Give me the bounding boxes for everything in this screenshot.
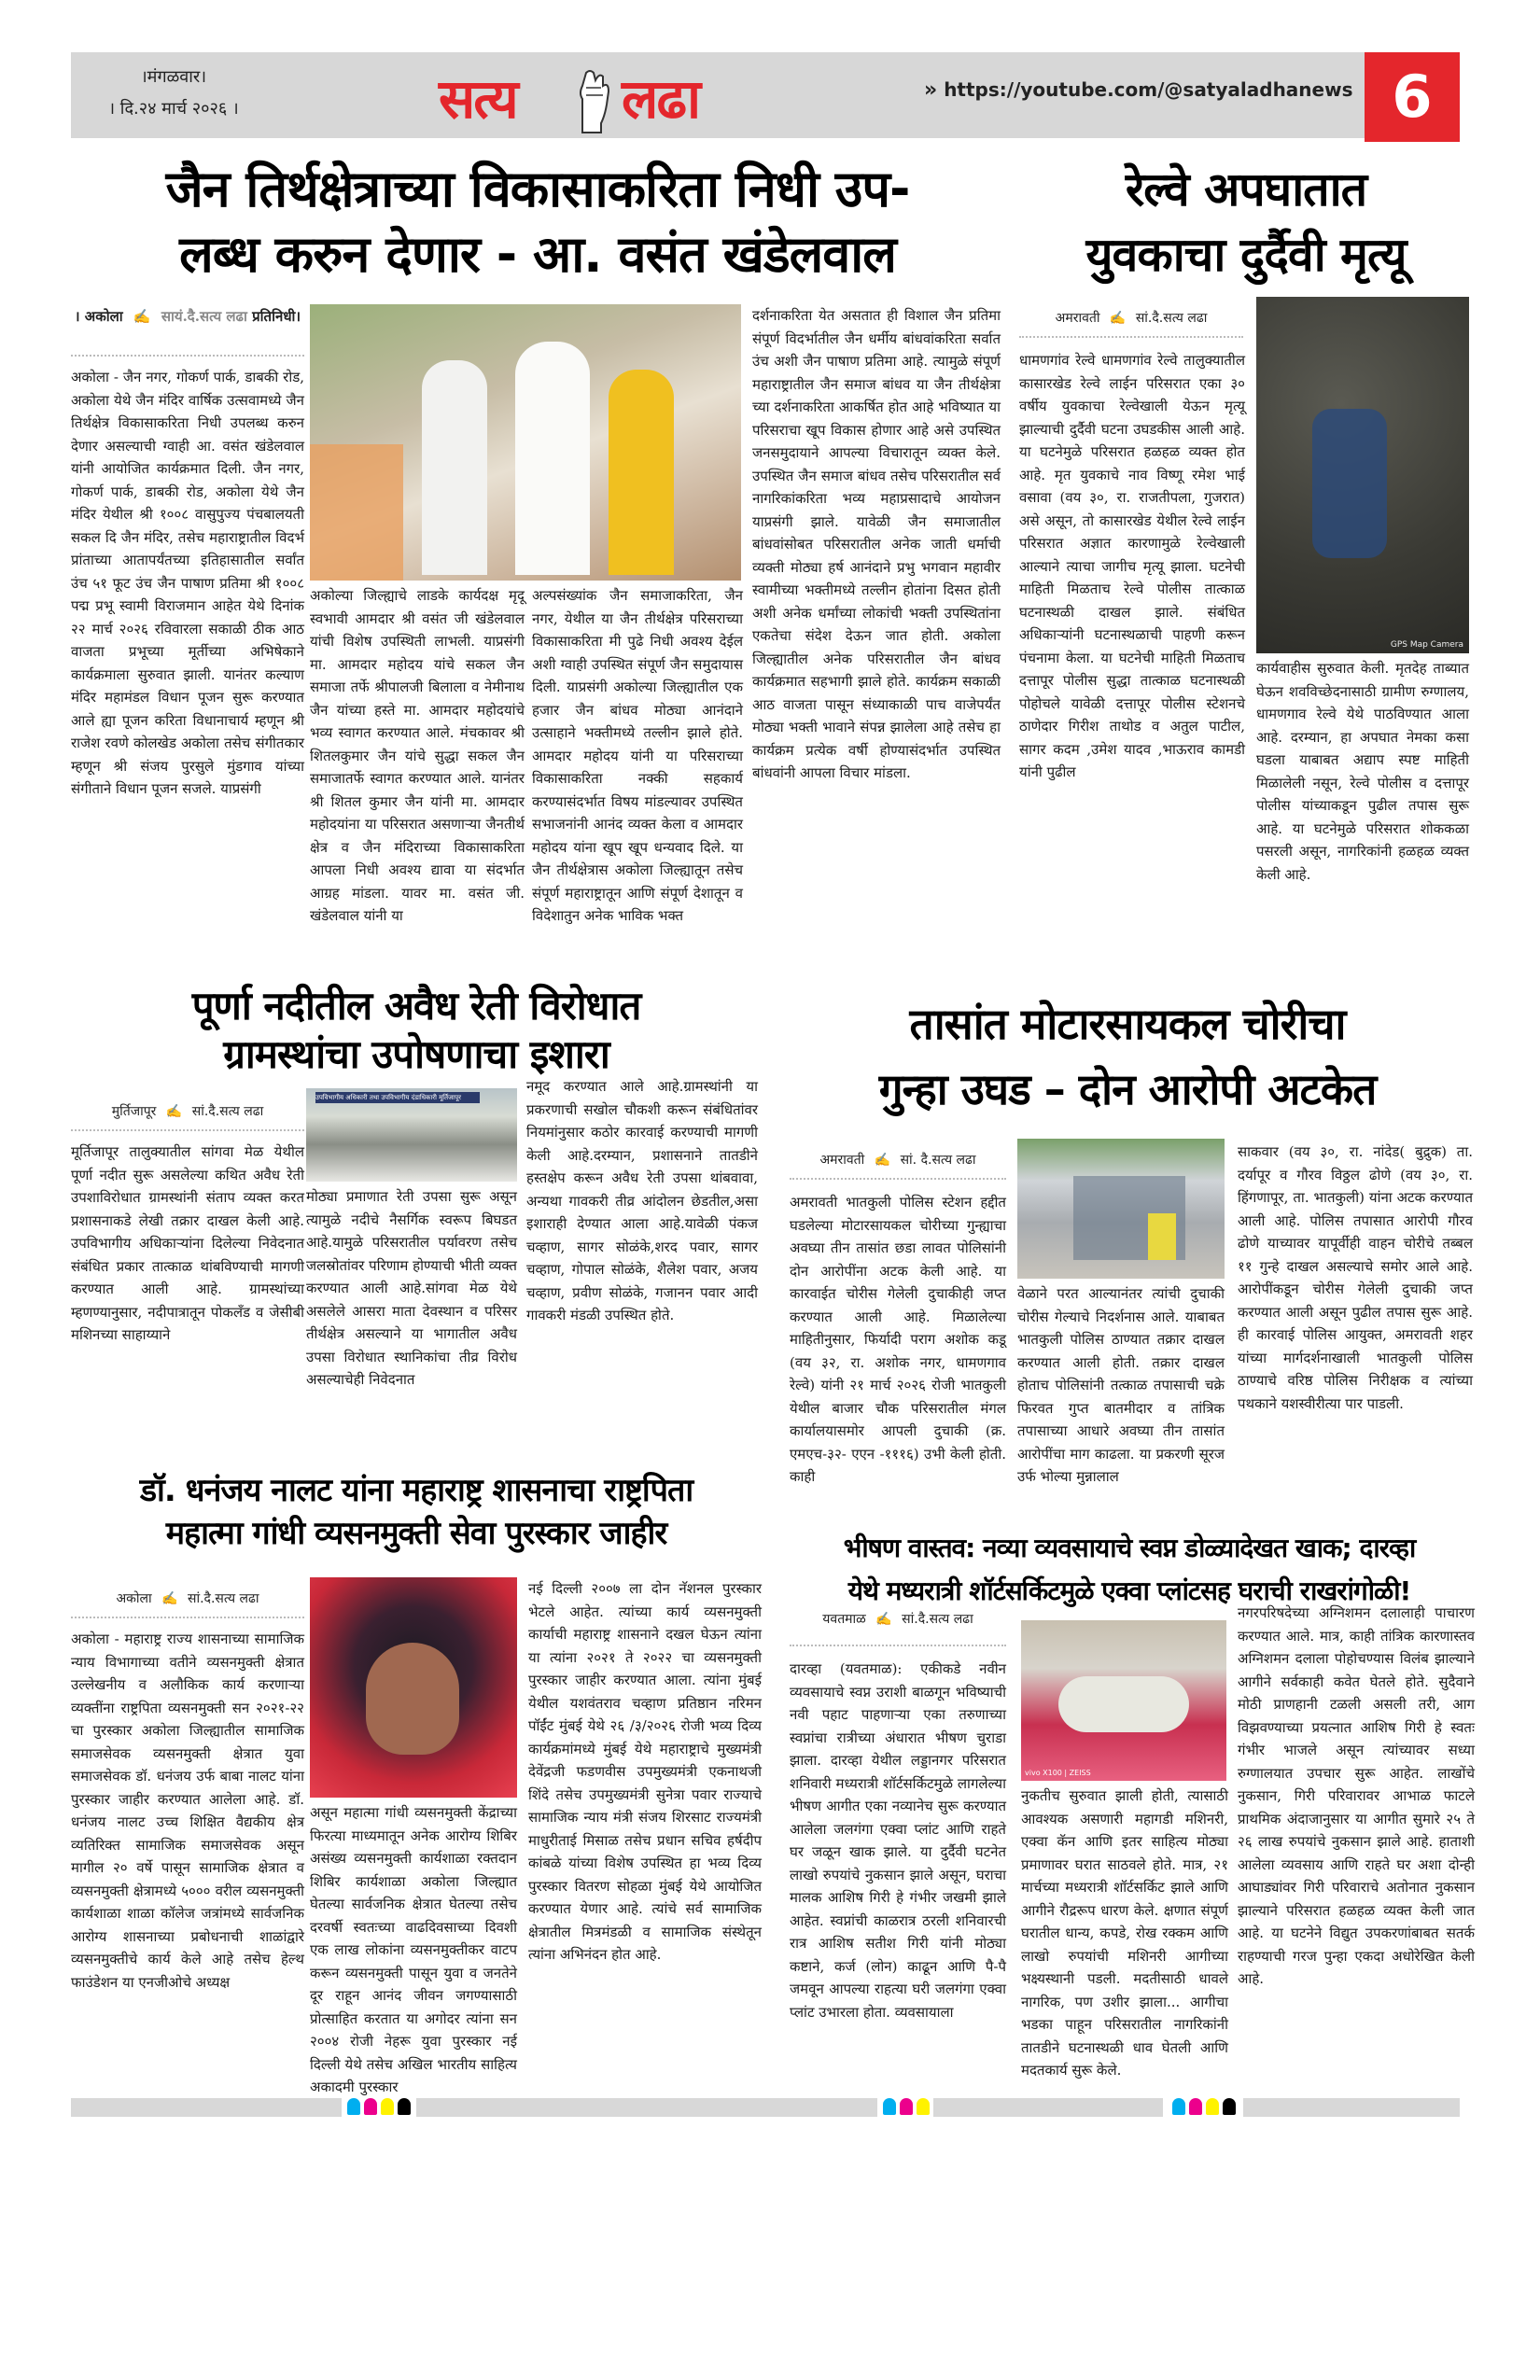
dateline-source: सायं.दै.सत्य लढा [161, 308, 247, 325]
dateline-place: । अकोला [74, 308, 123, 325]
pen-icon: ✍ [165, 1104, 183, 1119]
pen-icon: ✍ [1109, 311, 1127, 326]
railway-accident-photo [1256, 297, 1469, 653]
award-dateline [71, 1589, 304, 1609]
bike-column-2: वेळाने परत आल्यानंतर त्यांची दुचाकी चोरीस गेल्याचे निदर्शनास आले. याबाबत भातकुली पोलिस ठाण्यात तक्रार दाखल करण्यात आली होती. तक्रार दाखल होताच पोलिसांनी तत्काळ तपासाची चक्रे फिरवत गुप्त बातमीदार व तांत्रिक तपासाच्या आधारे अवघ्या तीन तासांत आरोपींचा माग काढला. या प्रकरणी सूरज उर्फ भोल्या मुन्नालाल [1017, 1285, 1225, 1485]
divider [790, 1645, 1006, 1646]
dateline-source: सां.दै.सत्य लढा [1135, 311, 1208, 326]
award-column-2: असून महात्मा गांधी व्यसनमुक्ती केंद्राच्या फिरत्या माध्यमातून अनेक आरोग्य शिबिर असंख्य व्यसनमुक्ती कार्यशाळा रक्तदान शिबिर कार्यशाळा अकोला जिल्ह्यात घेतल्या सार्वजनिक क्षेत्रात घेतल्या तसेच दरवर्षी स्वतःच्या वाढदिवसाच्या दिवशी एक लाख लोकांना व्यसनमुक्तीकर वाटप करून व्यसनमुक्ती पासून युवा व जनतेने दूर राहून आनंद जीवन जगण्यासाठी प्रोत्साहित करतात या अगोदर त्यांना सन २००४ रोजी नेहरू युवा पुरस्कार नई दिल्ली येथे तसेच अखिल भारतीय साहित्य अकादमी पुरस्कार [310, 1804, 517, 2095]
river-column-1: मूर्तिजापूर तालुक्यातील सांगवा मेळ येथील पूर्णा नदीत सुरू असलेल्या कथित अवैध रेती उपशाविरोधात ग्रामस्थांनी संताप व्यक्त करत प्रशासनाकडे लेखी तक्रार दाखल केली आहे. उपविभागीय अधिकाऱ्यांना दिलेल्या निवेदनात संबंधित प्रकार तात्काळ थांबविण्याची मागणी करण्यात आली आहे. ग्रामस्थांच्या म्हणण्यानुसार, नदीपात्रातून पोकलँड व जेसीबी मशिनच्या साहाय्याने [71, 1143, 304, 1343]
dateline-source: सां.दै.सत्य लढा [902, 1612, 973, 1627]
dateline-suffix: प्रतिनिधी। [252, 308, 301, 325]
registration-marks [1172, 2098, 1236, 2115]
railway-headline-line-1: रेल्वे अपघातात [1125, 162, 1367, 217]
bike-headline-line-1: तासांत मोटारसायकल चोरीचा [909, 999, 1346, 1049]
fire-headline-line-2: येथे मध्यरात्री शॉर्टसर्किटमुळे एक्वा प्लांटसह घराची राखरांगोळी! [847, 1575, 1411, 1606]
issue-date-block [71, 62, 276, 125]
photo-banner: उपविभागीय अधिकारी तथा उपविभागीय दंडाधिकारी मूर्तिजापूर [315, 1092, 480, 1103]
fire-victim-photo [1021, 1620, 1226, 1781]
bike-column-1: अमरावती भातकुली पोलिस स्टेशन हद्दीत घडलेल्या मोटारसायकल चोरीच्या गुन्ह्याचा अवघ्या तीन तासांत छडा लावत पोलिसांनी दोन आरोपींना अटक केली आहे. या कारवाईत चोरीस गेलेली दुचाकीही जप्त करण्यात आली आहे. मिळालेल्या माहितीनुसार, फिर्यादी पराग अशोक कडू (वय ३२, रा. अशोक नगर, धामणगाव रेल्वे) यांनी २१ मार्च २०२६ रोजी भातकुली येथील बाजार चौक परिसरातील मंगल कार्यालयासमोर आपली दुचाकी (क्र. एमएच-३२- एएन -१११६) उभी केली होती. काही [790, 1194, 1006, 1485]
divider [71, 1617, 304, 1618]
reg-yellow [917, 2098, 930, 2115]
footer-bar [416, 2098, 877, 2117]
award-headline-line-1: डॉ. धनंजय नालट यांना महाराष्ट्र शासनाचा राष्ट्रपिता [139, 1472, 693, 1509]
river-headline-line-1: पूर्णा नदीतील अवैध रेती विरोधात [191, 983, 641, 1029]
youtube-link[interactable] [924, 78, 1353, 102]
jain-headline-line-2: लब्ध करुन देणार - आ. वसंत खंडेलवाल [179, 225, 896, 284]
divider [71, 355, 304, 357]
footer-bar [71, 2098, 342, 2117]
award-column-1: अकोला - महाराष्ट्र राज्य शासनाच्या सामाजिक न्याय विभागाच्या वतीने व्यसनमुक्ती क्षेत्रात उल्लेखनीय व अलौकिक कार्य करणाऱ्या व्यक्तींना राष्ट्रपिता व्यसनमुक्ती सन २०२१-२२ चा पुरस्कार अकोला जिल्ह्यातील सामाजिक समाजसेवक व्यसनमुक्ती क्षेत्रात युवा समाजसेवक डॉ. धनंजय उर्फ बाबा नालट यांना पुरस्कार जाहीर करण्यात आलेला आहे. डॉ. धनंजय नालट उच्च शिक्षित वैद्यकीय क्षेत्र व्यतिरिक्त सामाजिक समाजसेवक असून मागील २० वर्षे पासून सामाजिक क्षेत्रात व व्यसनमुक्ती क्षेत्रामध्ये ५००० वरील व्यसनमुक्ती कार्यशाळा शाळा कॉलेज जत्रांमध्ये सार्वजनिक आरोग्य शासनाच्या प्रबोधनाची शाळांद्वारे व्यसनमुक्तीचे कार्य केले आहे तसेच हेल्थ फाउंडेशन या एनजीओचे अध्यक्ष [71, 1631, 304, 1991]
double-chevron-right-icon: » [924, 78, 938, 102]
railway-headline [1017, 157, 1475, 287]
jain-column-2: अकोल्या जिल्ह्याचे लाडके कार्यदक्ष मृदू स्वभावी आमदार श्री वसंत जी खंडेलवाल यांची विशेष उपस्थिती लाभली. याप्रसंगी मा. आमदार महोदय यांचे सकल जैन समाजा तर्फे श्रीपालजी बिलाला व नेमीनाथ जैन यांच्या हस्ते मा. आमदार महोदयांचे भव्य स्वागत करण्यात आले. मंचकावर श्री शितलकुमार जैन यांचे सुद्धा सकल जैन समाजातर्फे स्वागत करण्यात आले. यानंतर श्री शितल कुमार जैन यांनी मा. आमदार महोदयांना या परिसरात असणाऱ्या जैनतीर्थ क्षेत्र व जैन मंदिराच्या विकासाकरिता आपला निधी अवश्य द्यावा या संदर्भात आग्रह मांडला. यावर मा. वसंत जी. खंडेलवाल यांनी या [310, 587, 525, 924]
youtube-url-text: https://youtube.com/@satyaladhanews [944, 78, 1353, 101]
railway-column-2: कार्यवाहीस सुरुवात केली. मृतदेह ताब्यात घेऊन शवविच्छेदनासाठी ग्रामीण रुग्णालय, धामणगाव रेल्वे येथे पाठविण्यात आला आहे. दरम्यान, हा अपघात नेमका कसा घडला याबाबत अद्याप स्पष्ट माहिती मिळालेली नसून, रेल्वे पोलीस व दत्तापूर पोलीस यांच्याकडून पुढील तपास सुरू आहे. या घटनेमुळे परिसरात शोककळा पसरली असून, नागरिकांनी हळहळ व्यक्त केली आहे. [1256, 660, 1469, 883]
reg-cyan [1172, 2098, 1185, 2115]
pen-icon: ✍ [133, 308, 151, 325]
jain-column-1: अकोला - जैन नगर, गोकर्ण पार्क, डाबकी रोड, अकोला येथे जैन मंदिर वार्षिक उत्सवामध्ये जैन तिर्थक्षेत्र विकासाकरिता निधी उपलब्ध करुन देणार असल्याची ग्वाही आ. वसंत खंडेलवाल यांनी आयोजित कार्यक्रमात दिली. जैन नगर, गोकर्ण पार्क, डाबकी रोड, अकोला येथे जैन मंदिर येथील श्री १००८ वासुपुज्य पंचबालयती सकल दि जैन मंदिर, तसेच महाराष्ट्रातील विदर्भ प्रांताच्या आतापर्यंतच्या इतिहासातील सर्वांत उंच ५१ फूट उंच जैन पाषाण प्रतिमा श्री १००८ पद्म प्रभू स्वामी विराजमान आहेत येथे दिनांक २२ मार्च २०२६ रविवारला सकाळी ठीक आठ वाजता प्रभूच्या मूर्तीच्या अभिषेकाने कार्यक्रमाला सुरुवात झाली. यानंतर कल्याण मंदिर महामंडल विधान पूजन सुरू करण्यात आले ह्या पूजन करिता विधानाचार्य म्हणून श्री राजेश रवणे कोलखेड अकोला तसेच संगीतकार म्हणून श्री संजय पुरसुले मुंडगाव यांच्या संगीताने विधान पूजन सजले. याप्रसंगी [71, 369, 304, 797]
river-headline-line-2: ग्रामस्थांचा उपोषणाचा इशारा [223, 1031, 609, 1077]
reg-black [398, 2098, 411, 2115]
fire-column-2: नुकतीच सुरुवात झाली होती, त्यासाठी आवश्यक असणारी महागडी मशिनरी, एक्वा कॅन आणि इतर साहित्य मोठ्या प्रमाणावर घरात साठवले होते. मात्र, २१ मार्चच्या मध्यरात्री शॉर्टसर्किट झाले आणि आगीने रौद्ररूप धारण केले. क्षणात संपूर्ण घरातील धान्य, कपडे, रोख रक्कम आणि लाखो रुपयांची मशिनरी आगीच्या भक्ष्यस्थानी पडली. मदतीसाठी धावले नागरिक, पण उशीर झाला... आगीचा भडका पाहून परिसरातील नागरिकांनी तातडीने घटनास्थळी धाव घेतली आणि मदतकार्य सुरू केले. [1021, 1787, 1228, 2079]
page-number: 6 [1365, 52, 1460, 142]
bike-headline [780, 991, 1475, 1122]
newspaper-logo [439, 65, 775, 140]
issue-date: । दि.२४ मार्च २०२६ । [108, 99, 239, 119]
dateline-source: सां. दै.सत्य लढा [900, 1153, 976, 1168]
jain-headline [71, 157, 1004, 287]
fire-dateline [790, 1609, 1006, 1630]
jain-headline-line-1: जैन तिर्थक्षेत्राच्या विकासाकरिता निधी उप- [165, 160, 910, 218]
award-headline-line-2: महात्मा गांधी व्यसनमुक्ती सेवा पुरस्कार जाहीर [165, 1515, 667, 1552]
jain-dateline [71, 306, 304, 327]
reg-yellow [1206, 2098, 1219, 2115]
river-dateline [71, 1101, 304, 1122]
pen-icon: ✍ [874, 1153, 891, 1168]
river-column-2: मोठ्या प्रमाणात रेती उपसा सुरू असून त्यामुळे नदीचे नैसर्गिक स्वरूप बिघडत आहे.यामुळे परिसरातील पर्यावरण तसेच जलस्रोतांवर परिणाम होण्याची भीती व्यक्त करण्यात आली आहे.सांगवा मेळ येथे असलेले आसरा माता देवस्थान व परिसर तीर्थक्षेत्र असल्याने या भागातील अवैध उपसा विरोधात स्थानिकांचा तीव्र विरोध असल्याचेही निवेदनात [306, 1188, 517, 1388]
river-protest-photo [306, 1088, 517, 1182]
pen-icon: ✍ [161, 1591, 178, 1606]
jain-column-4: दर्शनाकरिता येत असतात ही विशाल जैन प्रतिमा संपूर्ण विदर्भातील जैन धर्मीय बांधवांकरिता सर्वात उंच अशी जैन पाषाण प्रतिमा आहे. त्यामुळे संपूर्ण महाराष्ट्रातील जैन समाज बांधव या जैन तीर्थक्षेत्रा च्या दर्शनाकरिता आकर्षित होत आहे भविष्यात या परिसराचा खूप विकास होणार आहे असे उपस्थित जनसमुदायाने आपल्या विचारातून व्यक्त केले. उपस्थित जैन समाज बांधव तसेच परिसरातील सर्व नागरिकांकरिता भव्य महाप्रसादाचे आयोजन याप्रसंगी झाले. यावेळी जैन समाजातील बांधवांसोबत परिसरातील अनेक जाती धर्माची व्यक्ती मोठ्या हर्ष आनंदाने प्रभु भगवान महावीर स्वामीच्या भक्तीमध्ये तल्लीन होतांना दिसत होती अशी अनेक धर्मांच्या लोकांची भक्ती उपस्थितांना एकतेचा संदेश देऊन जात होती. अकोला जिल्ह्यातील अनेक परिसरातील जैन बांधव कार्यक्रमात सहभागी झाले होते. कार्यक्रम सकाळी आठ वाजता पासून संध्याकाळी पाच वाजेपर्यंत मोठ्या भक्ती भावाने संपन्न झालेला आहे तसेच हा कार्यक्रम प्रत्येक वर्षी होण्यासंदर्भात उपस्थित बांधवांनी आपला विचार मांडला. [752, 307, 1001, 781]
railway-headline-line-2: युवकाचा दुर्दैवी मृत्यू [1085, 228, 1407, 282]
registration-marks [883, 2098, 930, 2115]
river-headline [71, 982, 762, 1079]
award-column-3: नई दिल्ली २००७ ला दोन नॅशनल पुरस्कार भेटले आहेत. त्यांच्या कार्य व्यसनमुक्ती कार्याची महाराष्ट्र शासनाने दखल घेऊन त्यांना या त्यांना २०२१ ते २०२२ चा व्यसनमुक्ती पुरस्कार जाहीर करण्यात आला. त्यांना मुंबई येथील यशवंतराव चव्हाण प्रतिष्ठान नरिमन पॉईंट मुंबई येथे २६ /३/२०२६ रोजी भव्य दिव्य कार्यक्रमांमध्ये मुंबई येथे महाराष्ट्राचे मुख्यमंत्री देवेंद्रजी फडणवीस उपमुख्यमंत्री एकनाथजी शिंदे तसेच उपमुख्यमंत्री सुनेत्रा पवार राज्याचे सामाजिक न्याय मंत्री संजय शिरसाट राज्यमंत्री माधुरीताई मिसाळ तसेच प्रधान सचिव हर्षदीप कांबळे यांच्या विशेष उपस्थित हा भव्य दिव्य पुरस्कार वितरण सोहळा मुंबई येथे आयोजित करण्यात येणार आहे. त्यांचे सर्व सामाजिक क्षेत्रातील मित्रमंडळी व सामाजिक संस्थेतून त्यांना अभिनंदन होत आहे. [528, 1580, 762, 1963]
registration-marks [347, 2098, 411, 2115]
award-headline [67, 1469, 765, 1555]
fire-headline [782, 1527, 1477, 1613]
dateline-source: सां.दै.सत्य लढा [188, 1591, 259, 1606]
photo-watermark: GPS Map Camera [1390, 640, 1463, 650]
jain-event-photo [310, 304, 741, 581]
photo-watermark: vivo X100 | ZEISS [1025, 1769, 1091, 1777]
footer-bar [933, 2098, 1163, 2117]
logo-word-right: लढा [622, 67, 700, 131]
fire-headline-line-1: भीषण वास्तव: नव्या व्यवसायाचे स्वप्न डोळ्यादेखत खाक; दारव्हा [843, 1533, 1416, 1563]
bike-dateline [790, 1150, 1006, 1170]
divider [71, 1129, 304, 1131]
reg-magenta [900, 2098, 913, 2115]
dateline-place: अमरावती [819, 1153, 865, 1168]
jain-column-3: अल्पसंख्यांक जैन समाजाकरिता, जैन नगर, येथील या जैन तीर्थक्षेत्र परिसराच्या विकासाकरिता मी पुढे निधी अवश्य देईल अशी ग्वाही उपस्थित संपूर्ण जैन समुदायास दिली. याप्रसंगी अकोल्या जिल्ह्यातील एक हजार जैन बांधव मोठ्या आनंदाने उत्साहाने भक्तीमध्ये तल्लीन झाले होते. आमदार महोदय यांनी या परिसराच्या विकासाकरिता नक्की सहकार्य करण्यासंदर्भात विषय मांडल्यावर उपस्थित सभाजनांनी आनंद व्यक्त केला व आमदार महोदय यांना खूप खूप धन्यवाद दिले. या जैन तीर्थक्षेत्रास अकोला जिल्ह्यातून तसेच संपूर्ण महाराष्ट्रातून आणि संपूर्ण देशातून व विदेशातुन अनेक भाविक भक्त [532, 587, 743, 924]
issue-day: ।मंगळवार। [140, 67, 207, 87]
fire-column-1: दारव्हा (यवतमाळ): एकीकडे नवीन व्यवसायाचे स्वप्न उराशी बाळगून भविष्याची नवी पहाट पाहणाऱ्या एका तरुणाच्या स्वप्नांचा रात्रीच्या अंधारात भीषण चुराडा झाला. दारव्हा येथील लड्डानगर परिसरात शनिवारी मध्यरात्री शॉर्टसर्किटमुळे लागलेल्या भीषण आगीत एका नव्यानेच सुरू करण्यात आलेला जलगंगा एक्वा प्लांट आणि राहते घर जळून खाक झाले. या दुर्दैवी घटनेत लाखो रुपयांचे नुकसान झाले असून, घराचा मालक आशिष गिरी हे गंभीर जखमी झाले आहेत. स्वप्नांची काळरात्र ठरली शनिवारची रात्र आशिष सतीश गिरी यांनी मोठ्या कष्टाने, कर्ज (लोन) काढून आणि पै-पै जमवून आपल्या राहत्या घरी जलगंगा एक्वा प्लांट उभारला होता. व्यवसायाला [790, 1660, 1006, 2021]
footer-bar [1243, 2098, 1460, 2117]
fire-column-3: नगरपरिषदेच्या अग्निशमन दलालाही पाचारण करण्यात आले. मात्र, काही तांत्रिक कारणास्तव अग्निशमन दलाला पोहोचण्यास विलंब झाल्याने आगीने सर्वकाही कवेत घेतले होते. सुदैवाने मोठी प्राणहानी टळली असली तरी, आग विझवण्याच्या प्रयत्नात आशिष गिरी हे स्वतः गंभीर भाजले असून त्यांच्यावर सध्या रुग्णालयात उपचार सुरू आहेत. लाखोंचे नुकसान, गिरी परिवारावर आभाळ फाटले प्राथमिक अंदाजानुसार या आगीत सुमारे २५ ते २६ लाख रुपयांचे नुकसान झाले आहे. हाताशी आलेला व्यवसाय आणि राहते घर अशा दोन्ही आघाड्यांवर गिरी परिवाराचे अतोनात नुकसान झाल्याने परिसरात हळहळ व्यक्त केली जात आहे. या घटनेने विद्युत उपकरणांबाबत सतर्क राहण्याची गरज पुन्हा एकदा अधोरेखित केली आहे. [1238, 1604, 1475, 1987]
dateline-place: मुर्तिजापूर [111, 1104, 157, 1119]
reg-cyan [347, 2098, 360, 2115]
award-portrait-photo [310, 1577, 517, 1798]
railway-dateline [1019, 308, 1243, 329]
divider [1019, 336, 1243, 338]
river-column-3: नमूद करण्यात आले आहे.ग्रामस्थांनी या प्रकरणाची सखोल चौकशी करून संबंधितांवर नियमांनुसार कठोर कारवाई करण्याची मागणी केली आहे.दरम्यान, प्रशासनाने तातडीने हस्तक्षेप करून अवैध रेती उपसा थांबवावा, अन्यथा गावकरी तीव्र आंदोलन छेडतील,असा इशाराही देण्यात आला आहे.यावेळी पंकज चव्हाण, सागर सोळंके,शरद पवार, सागर चव्हाण, गोपाल सोळंके, शैलेश पवार, अजय चव्हाण, प्रवीण सोळंके, गजानन पवार आदी गावकरी मंडळी उपस्थित होते. [526, 1078, 758, 1323]
reg-magenta [1189, 2098, 1202, 2115]
divider [790, 1178, 1006, 1180]
raised-fist-icon [569, 67, 616, 134]
railway-column-1: धामणगांव रेल्वे धामणगांव रेल्वे तालुक्यातील कासारखेड रेल्वे लाईन परिसरात एका ३० वर्षीय युवकाचा रेल्वेखाली येऊन मृत्यू झाल्याची दुर्दैवी घटना उघडकीस आली आहे. या घटनेमुळे परिसरात हळहळ व्यक्त होत आहे. मृत युवकाचे नाव विष्णू रमेश भाई वसावा (वय ३०, रा. राजतीपला, गुजरात) असे असून, तो कासारखेड येथील रेल्वे लाईन परिसरात अज्ञात कारणामुळे रेल्वेखाली आल्याने त्याचा जागीच मृत्यू झाला. घटनेची माहिती मिळताच रेल्वे पोलीस तात्काळ घटनास्थळी दाखल झाले. संबंधित अधिकाऱ्यांनी घटनास्थळाची पाहणी करून पंचनामा केला. या घटनेची माहिती मिळताच दत्तापूर पोलीस सुद्धा तात्काळ घटनास्थळी पोहोचले यावेळी दत्तापूर पोलीस स्टेशनचे ठाणेदार गिरीश ताथोड व अतुल पाटील, सागर कदम ,उमेश यादव ,भाऊराव कामडी यांनी पुढील [1019, 352, 1245, 780]
reg-cyan [883, 2098, 896, 2115]
pen-icon: ✍ [875, 1612, 892, 1627]
dateline-place: अकोला [116, 1591, 152, 1606]
logo-word-left: सत्य [439, 67, 517, 131]
reg-yellow [381, 2098, 394, 2115]
bike-column-3: साकवार (वय ३०, रा. नांदेड( बुद्रुक) ता. दर्यापूर व गौरव विठ्ठल ढोणे (वय ३०, रा. हिंगणापूर, ता. भातकुली) यांना अटक करण्यात आली आहे. पोलिस तपासात आरोपी गौरव ढोणे याच्यावर यापूर्वीही वाहन चोरीचे तब्बल ११ गुन्हे दाखल असल्याचे समोर आले आहे. आरोपींकडून चोरीस गेलेली दुचाकी जप्त करण्यात आली असून पुढील तपास सुरू आहे. ही कारवाई पोलिस आयुक्त, अमरावती शहर यांच्या मार्गदर्शनाखाली भातकुली पोलिस ठाण्याचे वरिष्ठ पोलिस निरीक्षक व त्यांच्या पथकाने यशस्वीरीत्या पार पाडली. [1238, 1143, 1473, 1412]
reg-magenta [364, 2098, 377, 2115]
bike-arrest-photo [1017, 1139, 1225, 1279]
reg-black [1223, 2098, 1236, 2115]
bike-headline-line-2: गुन्हा उघड – दोन आरोपी अटकेत [878, 1064, 1377, 1114]
dateline-place: यवतमाळ [822, 1612, 866, 1627]
dateline-place: अमरावती [1055, 311, 1100, 326]
dateline-source: सां.दै.सत्य लढा [191, 1104, 264, 1119]
